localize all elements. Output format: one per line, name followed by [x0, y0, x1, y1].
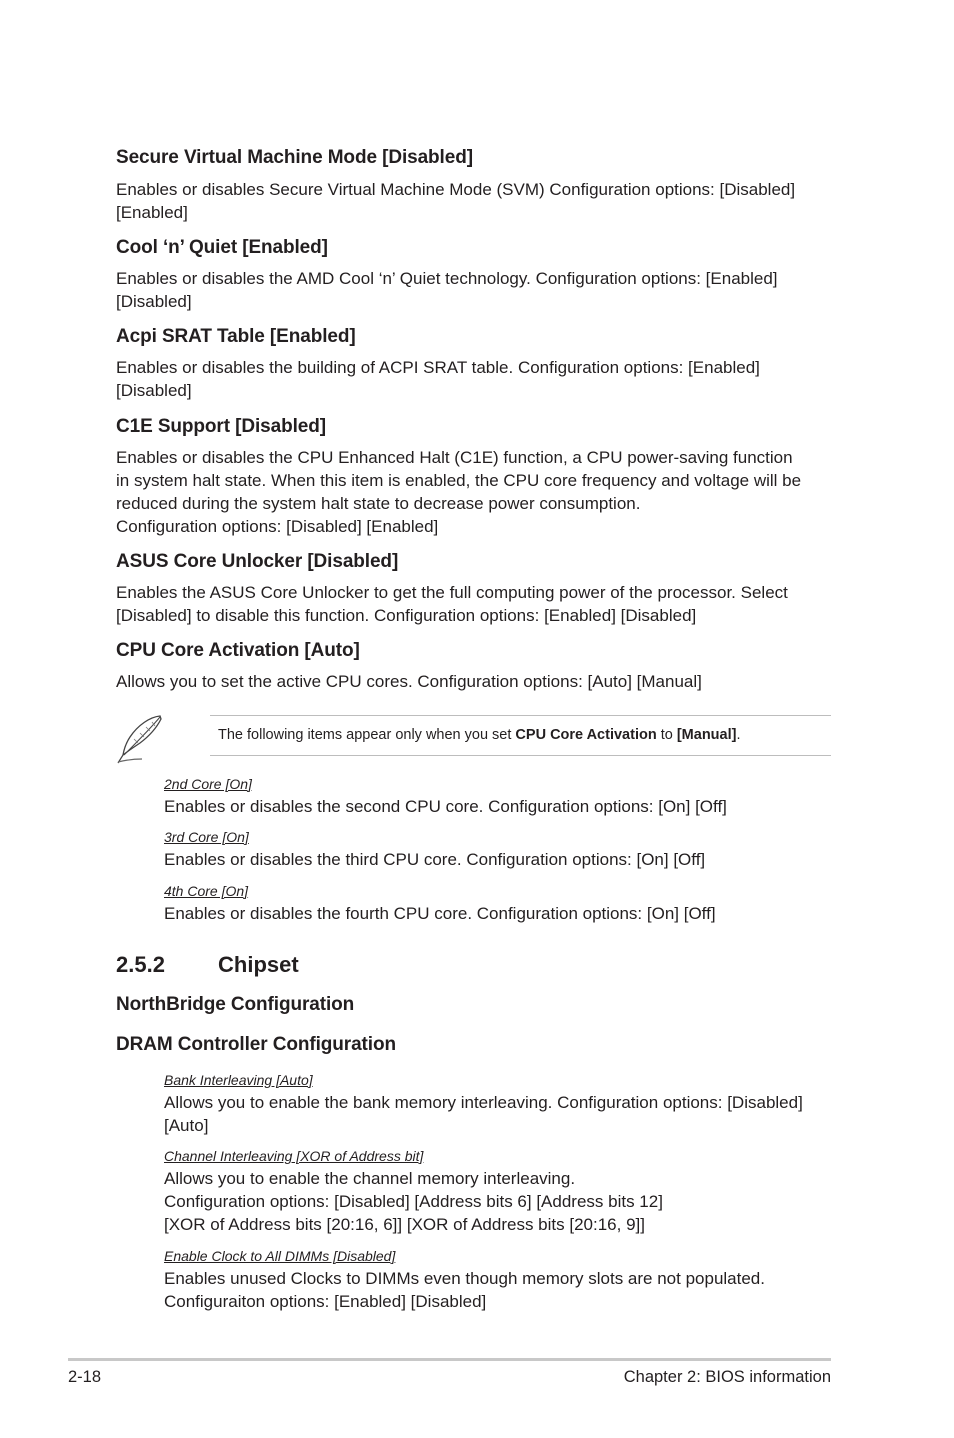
section-body-core-unlocker: Enables the ASUS Core Unlocker to get the full computing power of the processor. Select [Disabled] to disable this function. Configuration options: [Enabled] [Disabled]	[116, 583, 788, 625]
section-title-core-unlocker: ASUS Core Unlocker [Disabled]	[116, 551, 399, 572]
section-title-c1e: C1E Support [Disabled]	[116, 416, 326, 437]
core-item-title-3rd: 3rd Core [On]	[164, 829, 249, 845]
footer-rule	[68, 1358, 831, 1361]
core-item-body-4th: Enables or disables the fourth CPU core. Configuration options: [On] [Off]	[164, 904, 716, 923]
section-body-core-activation: Allows you to set the active CPU cores. Configuration options: [Auto] [Manual]	[116, 672, 702, 691]
dram-item-body-channel: Allows you to enable the channel memory interleaving. Configuration options: [Disabled] [Address bits 6] [Address bits 12] [XOR of Address bits [20:16, 6]] [XOR of Address bits [20:16, 9]]	[164, 1169, 663, 1234]
page-number: 2-18	[68, 1368, 102, 1386]
dram-heading: DRAM Controller Configuration	[116, 1034, 396, 1055]
dram-item-body-bank: Allows you to enable the bank memory interleaving. Configuration options: [Disabled] [Auto]	[164, 1093, 803, 1135]
note-top-rule	[210, 715, 831, 716]
section-body-acpi-srat: Enables or disables the building of ACPI SRAT table. Configuration options: [Enabled] [Disabled]	[116, 358, 760, 400]
northbridge-heading: NorthBridge Configuration	[116, 994, 355, 1015]
dram-item-body-clock: Enables unused Clocks to DIMMs even though memory slots are not populated. Configuraiton options: [Enabled] [Disabled]	[164, 1269, 765, 1311]
dram-item-title-channel: Channel Interleaving [XOR of Address bit]	[164, 1148, 424, 1164]
section-body-svm: Enables or disables Secure Virtual Machine Mode (SVM) Configuration options: [Disabled] [Enabled]	[116, 180, 796, 222]
core-item-title-2nd: 2nd Core [On]	[164, 776, 252, 792]
chipset-heading: Chipset	[218, 952, 299, 977]
section-body-cool-n-quiet: Enables or disables the AMD Cool ‘n’ Quiet technology. Configuration options: [Enabled] [Disabled]	[116, 269, 778, 311]
core-item-title-4th: 4th Core [On]	[164, 883, 249, 899]
section-title-svm: Secure Virtual Machine Mode [Disabled]	[116, 147, 473, 168]
section-body-c1e: Enables or disables the CPU Enhanced Halt (C1E) function, a CPU power-saving function in system halt state. When this item is enabled, the CPU core frequency and voltage will be reduced during the system halt state to decrease power consumption. Configuration options: [Disabled] [Enabled]	[116, 448, 802, 536]
dram-item-title-clock: Enable Clock to All DIMMs [Disabled]	[164, 1248, 396, 1264]
dram-item-title-bank: Bank Interleaving [Auto]	[164, 1072, 313, 1088]
chapter-label: Chapter 2: BIOS information	[623, 1368, 831, 1386]
section-title-acpi-srat: Acpi SRAT Table [Enabled]	[116, 326, 356, 347]
core-item-body-2nd: Enables or disables the second CPU core. Configuration options: [On] [Off]	[164, 797, 727, 816]
section-title-cool-n-quiet: Cool ‘n’ Quiet [Enabled]	[116, 237, 328, 258]
note-bottom-rule	[210, 755, 831, 756]
section-title-core-activation: CPU Core Activation [Auto]	[116, 640, 360, 661]
note-text: The following items appear only when you set CPU Core Activation to [Manual].	[218, 727, 741, 743]
note-pen-icon	[112, 713, 170, 765]
core-item-body-3rd: Enables or disables the third CPU core. Configuration options: [On] [Off]	[164, 850, 706, 869]
section-number: 2.5.2	[116, 952, 165, 977]
